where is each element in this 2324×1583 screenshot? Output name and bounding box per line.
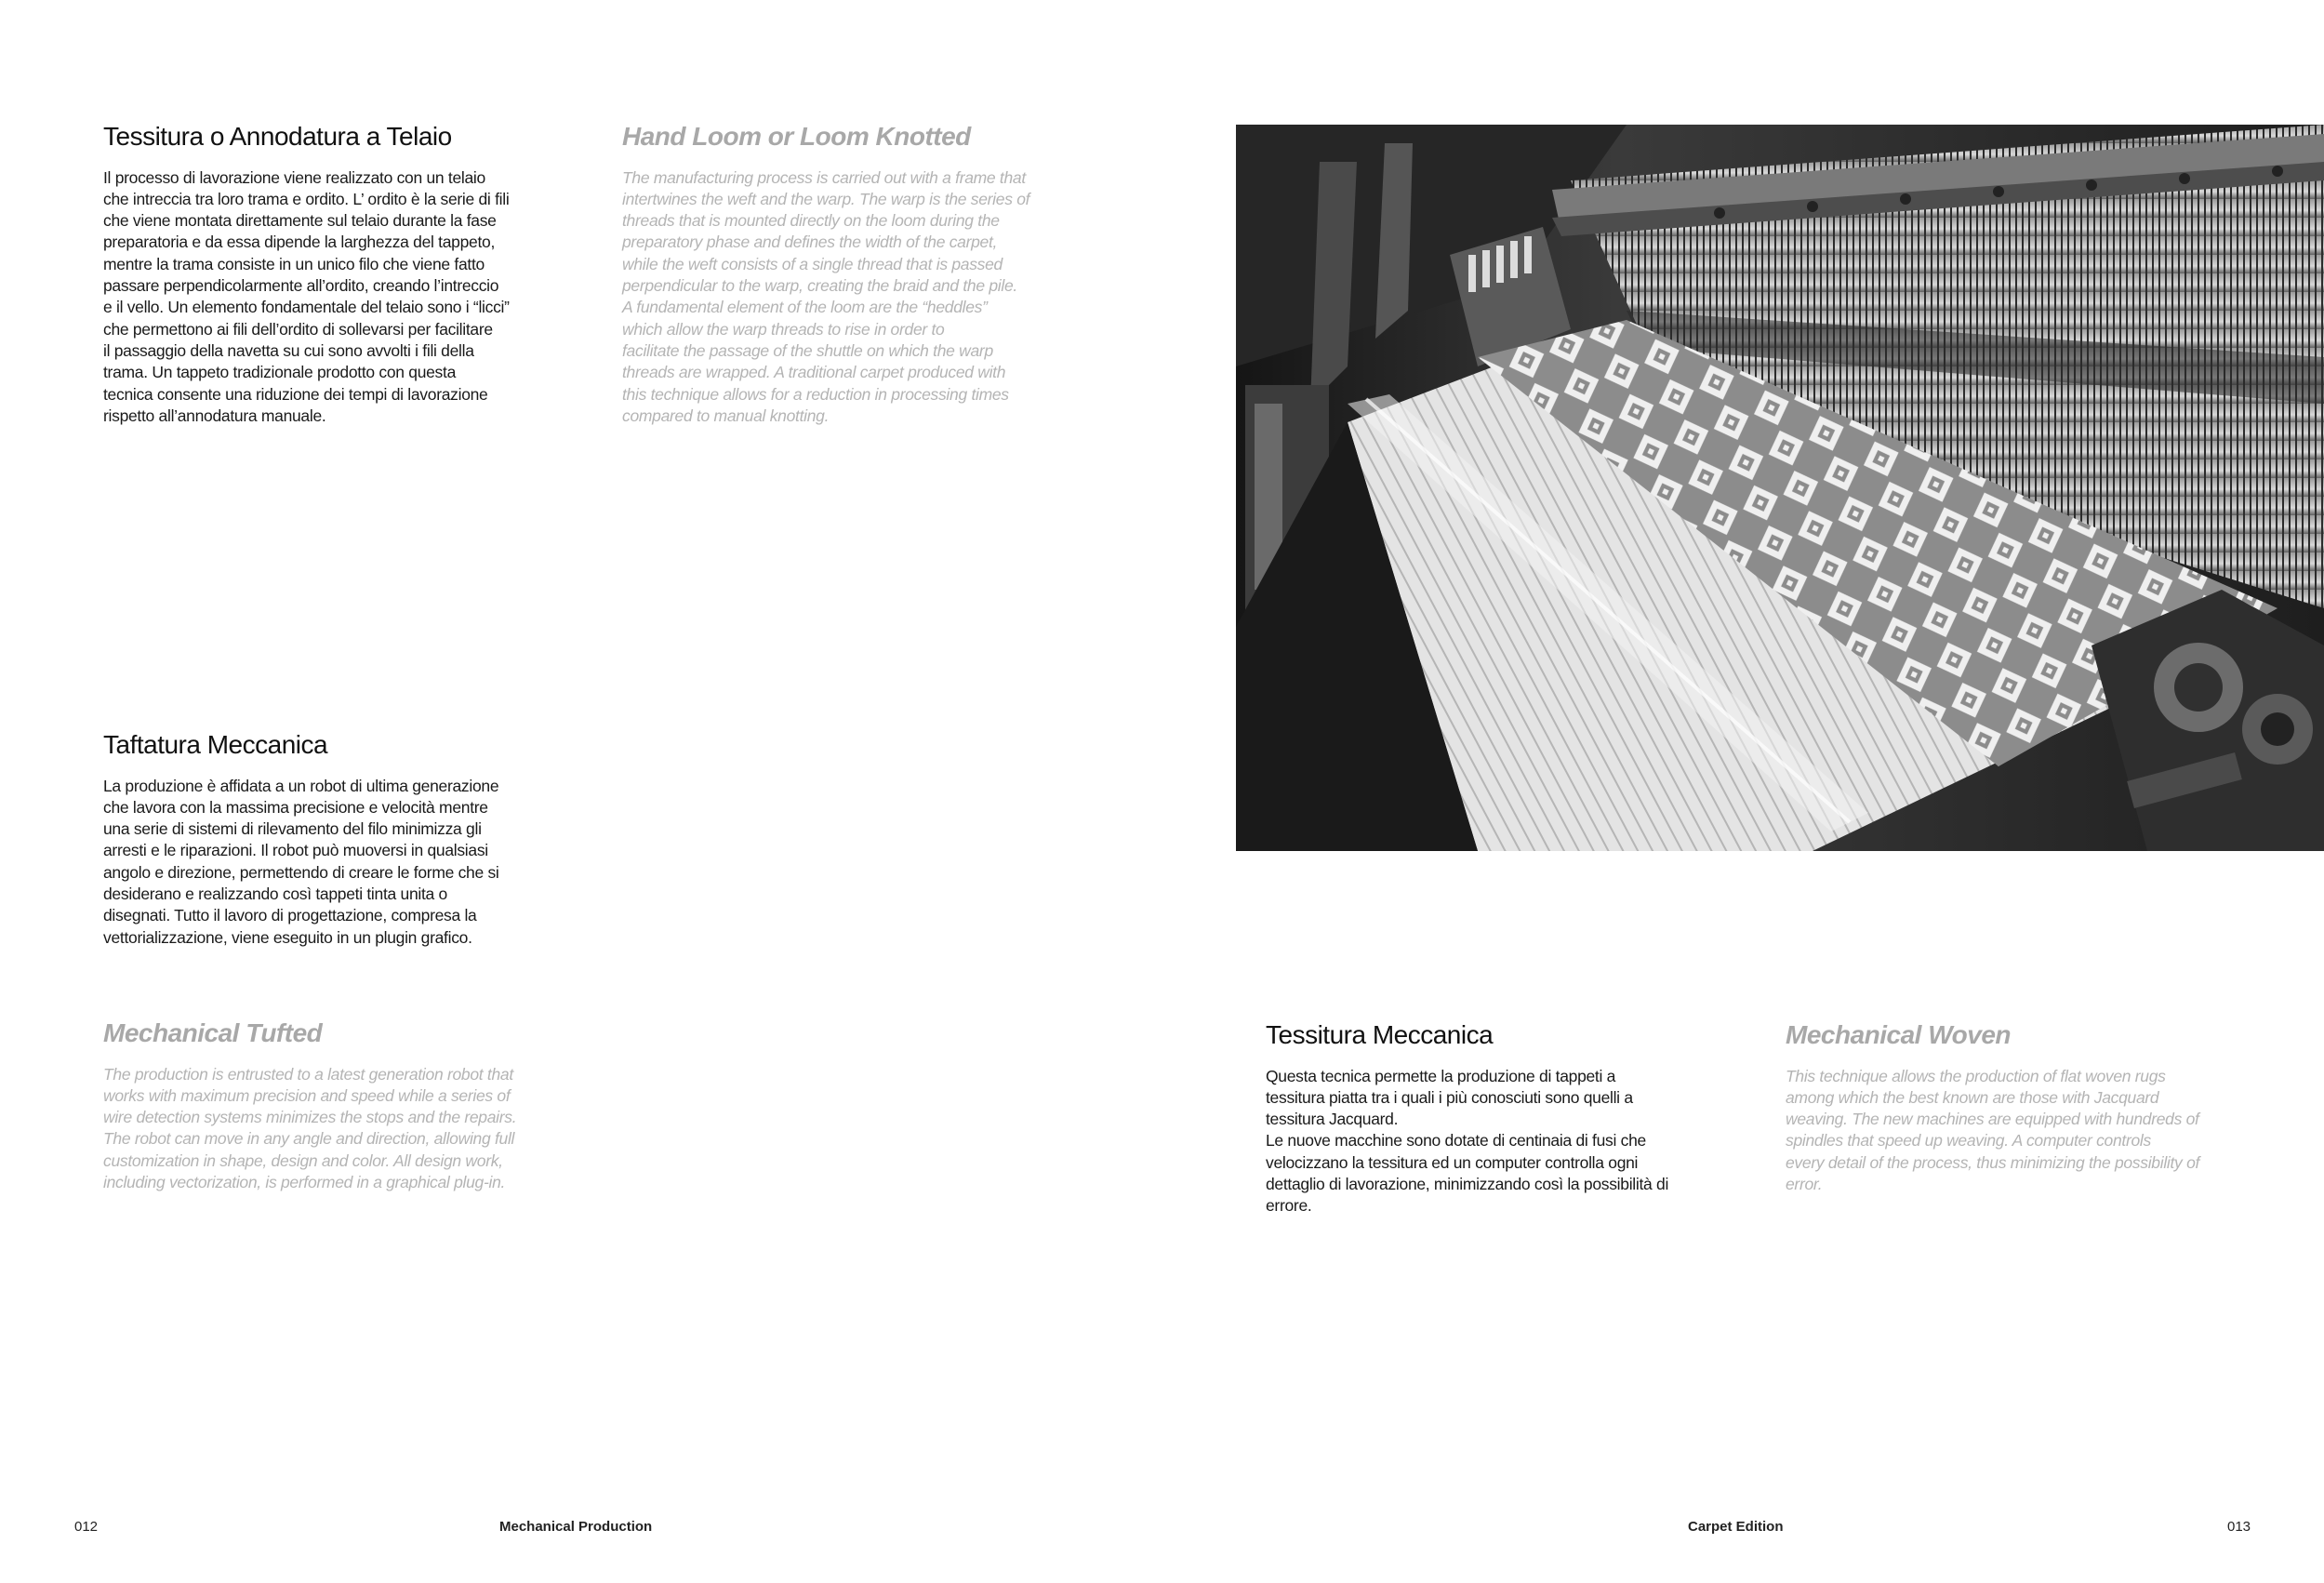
section-woven-it <box>1266 1019 1749 1217</box>
section-tufted-it <box>103 729 568 949</box>
section-woven-en <box>1786 1019 2269 1195</box>
body-woven-it: Questa tecnica permette la produzione di tappeti a tessitura piatta tra i quali i più conosciuti sono quelli a tessitura Jacquard. Le nuove macchine sono dotate di centinaia di fusi che velocizzano la tessitura ed un computer controlla ogni dettaglio di lavorazione, minimizzando così la possibilità di errore. <box>1266 1066 1669 1216</box>
loom-photo-icon <box>1236 125 2324 851</box>
title-tufted-it: Taftatura Meccanica <box>103 730 328 759</box>
title-loom-en: Hand Loom or Loom Knotted <box>622 122 971 151</box>
section-loom-en <box>622 121 1115 427</box>
title-loom-it: Tessitura o Annodatura a Telaio <box>103 122 452 151</box>
body-tufted-it: La produzione è affidata a un robot di ultima generazione che lavora con la massima precisione e velocità mentre una serie di sistemi di rilevamento del filo minimizza gli arresti e le riparazioni. Il robot può muoversi in qualsiasi angolo e direzione, permettendo di creare le forme che si desiderano e realizzando così tappeti tinta unita o disegnati. Tutto il lavoro di progettazione, compresa la vettorializzazione, viene eseguito in un plugin grafico. <box>103 776 499 947</box>
title-woven-en: Mechanical Woven <box>1786 1020 2012 1049</box>
body-loom-it: Il processo di lavorazione viene realizzato con un telaio che intreccia tra loro trama e ordito. L’ ordito è la serie di fili che viene montata direttamente sul telaio durante la fase preparatoria e da essa dipende la larghezza del tappeto, mentre la trama consiste in un unico filo che viene fatto passare perpendicolarmente all’ordito, creando l’intreccio e il vello. Un elemento fondamentale del telaio sono i “licci” che permettono ai fili dell’ordito di sollevarsi per facilitare il passaggio della navetta su cui sono avvolti i fili della trama. Un tappeto tradizionale prodotto con questa tecnica consente una riduzione dei tempi di lavorazione rispetto all’annodatura manuale. <box>103 167 510 425</box>
title-tufted-en: Mechanical Tufted <box>103 1018 323 1047</box>
body-woven-en: This technique allows the production of flat woven rugs among which the best known are those with Jacquard weaving. The new machines are equipped with hundreds of spindles that speed up weaving. A computer controls every detail of the process, thus minimizing the possibility of error. <box>1786 1066 2200 1194</box>
footer-section-label: Mechanical Production <box>499 1519 653 1535</box>
page-number-right: 013 <box>2227 1519 2251 1535</box>
section-loom-it <box>103 121 568 427</box>
section-tufted-en <box>103 1018 568 1193</box>
loom-photo <box>1236 125 2324 851</box>
title-woven-it: Tessitura Meccanica <box>1266 1020 1494 1049</box>
footer-edition-label: Carpet Edition <box>1688 1519 1784 1535</box>
body-tufted-en: The production is entrusted to a latest generation robot that works with maximum precision and speed while a series of wire detection systems minimizes the stops and the repairs. The robot can move in any angle and direction, allowing full customization in shape, design and color. All design work, including vectorization, is performed in a graphical plug-in. <box>103 1064 517 1192</box>
page-number-left: 012 <box>74 1519 99 1535</box>
body-loom-en: The manufacturing process is carried out with a frame that intertwines the weft and the warp. The warp is the series of threads that is mounted directly on the loom during the preparatory phase and defines the width of the carpet, while the weft consists of a single thread that is passed perpendicular to the warp, creating the braid and the pile. A fundamental element of the loom are the “heddles” which allow the warp threads to rise in order to facilitate the passage of the shuttle on which the warp threads are wrapped. A traditional carpet produced with this technique allows for a reduction in processing times compared to manual knotting. <box>622 167 1030 425</box>
